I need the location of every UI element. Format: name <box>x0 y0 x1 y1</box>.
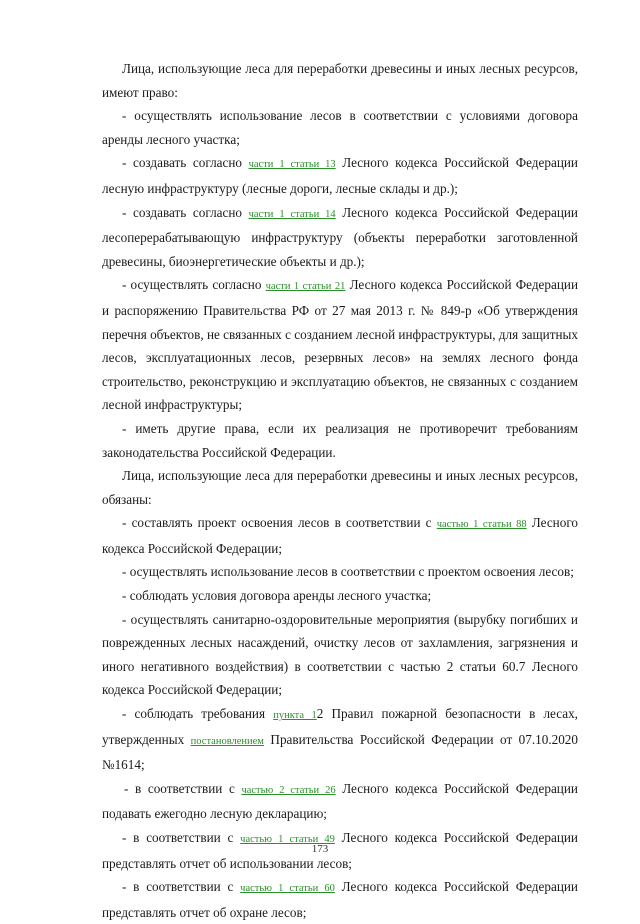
paragraph-text: Лесного кодекса Российской Федерации лесную инфраструктуру (лесные дороги, лесные склады и др.); <box>102 155 578 196</box>
paragraph-text: - в соответствии с <box>124 780 242 796</box>
paragraph-text: Правительства Российской Федерации от 07.10.2020 №1614; <box>102 731 578 773</box>
paragraph-text: - в соответствии с <box>122 830 241 845</box>
paragraph-text: 2 Правил пожарной безопасности в лесах, утвержденных <box>102 706 578 747</box>
reference-link[interactable]: части 1 статьи 13 <box>248 159 336 171</box>
paragraph-text: - в соответствии с <box>122 879 241 895</box>
paragraph <box>102 777 578 826</box>
paragraph-text: - соблюдать условия договора аренды лесного участка; <box>122 588 432 604</box>
paragraph <box>102 875 578 924</box>
paragraph-text: - составлять проект освоения лесов в соответствии с <box>122 515 437 531</box>
paragraph-text: - осуществлять использование лесов в соответствии с проектом освоения лесов; <box>122 564 574 580</box>
paragraph-text: - создавать согласно <box>122 204 249 220</box>
paragraph <box>102 560 578 584</box>
reference-link[interactable]: части 1 статьи 14 <box>248 208 336 220</box>
reference-link[interactable]: частью 1 статьи 88 <box>436 519 527 531</box>
reference-link[interactable]: постановлением <box>190 735 264 747</box>
paragraph <box>102 584 578 608</box>
paragraph-text: Лица, использующие леса для переработки древесины и иных лесных ресурсов, имеют право: <box>102 61 578 100</box>
paragraph-text: - создавать согласно <box>122 155 249 171</box>
paragraph-text: - осуществлять согласно <box>122 277 266 293</box>
paragraph <box>102 201 578 274</box>
paragraph <box>102 511 578 560</box>
paragraph <box>102 417 578 464</box>
paragraph-text: - осуществлять санитарно-оздоровительные мероприятия (вырубку погибших и поврежденных лесных насаждений, очистку лесов от захламления, загрязнения и иного негативного воздействия) в соответствии с частью 2 статьи 60.7 Лесного кодекса Российской Федерации; <box>102 611 578 698</box>
paragraph <box>102 273 578 417</box>
reference-link[interactable]: частью 1 статьи 60 <box>240 883 335 895</box>
paragraph-text: - иметь другие права, если их реализация не противоречит требованиям законодательства Российской Федерации. <box>102 420 578 460</box>
paragraph <box>102 151 578 200</box>
paragraph <box>102 608 578 702</box>
paragraph <box>102 57 578 104</box>
reference-link[interactable]: частью 1 статьи 49 <box>240 834 335 845</box>
reference-link[interactable]: части 1 статьи 21 <box>265 281 346 293</box>
paragraph-text: - соблюдать требования <box>122 706 274 722</box>
paragraph <box>102 702 578 777</box>
page-number: 173 <box>311 843 329 855</box>
reference-link[interactable]: частью 2 статьи 26 <box>241 784 336 796</box>
paragraph-text: Лесного кодекса Российской Федерации; <box>102 515 579 556</box>
document-body <box>102 57 578 924</box>
paragraph-text: Лесного кодекса Российской Федерации представлять отчет об использовании лесов; <box>102 830 578 871</box>
paragraph-text: Лесного кодекса Российской Федерации лесоперерабатывающую инфраструктуру (объекты переработки заготовленной древесины, биоэнергетические объекты и др.); <box>102 204 578 269</box>
reference-link[interactable]: пункта 1 <box>273 710 317 722</box>
paragraph-text: Лесного кодекса Российской Федерации подавать ежегодно лесную декларацию; <box>102 780 578 822</box>
paragraph-text: - осуществлять использование лесов в соответствии с условиями договора аренды лесного участка; <box>102 108 578 147</box>
paragraph-text: Лесного кодекса Российской Федерации представлять отчет об охране лесов; <box>102 879 578 920</box>
paragraph-text: Лица, использующие леса для переработки древесины и иных лесных ресурсов, обязаны: <box>102 468 578 507</box>
paragraph <box>102 464 578 511</box>
paragraph <box>102 104 578 151</box>
paragraph-text: Лесного кодекса Российской Федерации и распоряжению Правительства РФ от 27 мая 2013 г. № 849-р «Об утверждения перечня объектов, не связанных с созданием лесной инфраструктуры, для защитных лесов, эксплуатационных лесов, резервных лесов» на землях лесного фонда строительство, реконструкцию и эксплуатацию объектов, не связанных с созданием лесной инфраструктуры; <box>102 277 579 413</box>
